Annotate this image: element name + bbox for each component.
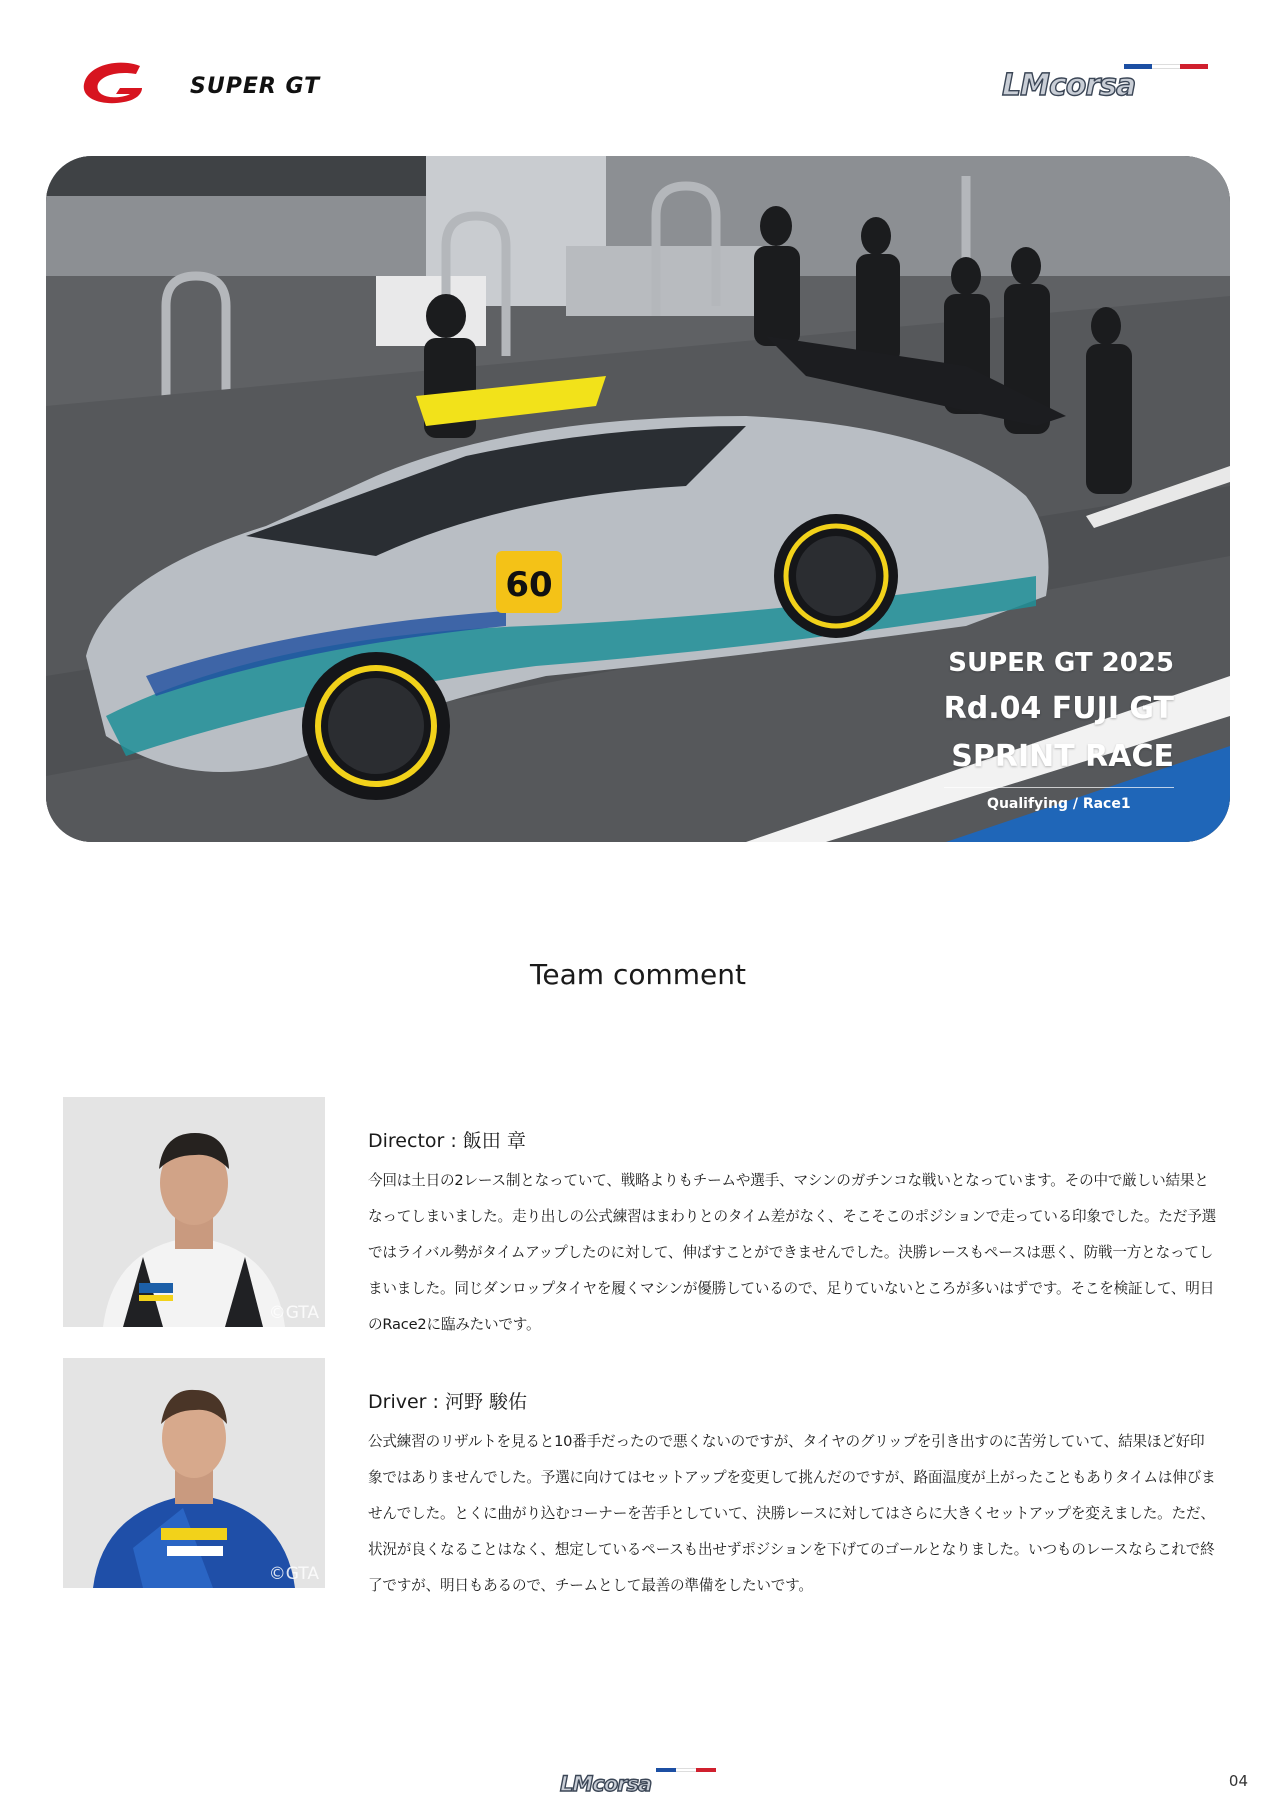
photo-credit: ©GTA <box>268 1303 319 1323</box>
section-title: Team comment <box>530 958 746 991</box>
hero-session-label: Qualifying / Race1 <box>944 787 1174 812</box>
director-name: Director : 飯田 章 <box>368 1130 526 1152</box>
hero-caption <box>944 641 1174 812</box>
director-comment-text: 今回は土日の2レース制となっていて、戦略よりもチームや選手、マシンのガチンコな戦いとなっています。その中で厳しい結果となってしまいました。走り出しの公式練習はまわりとのタイム差がなく、そこそこのポジションで走っている印象でした。ただ予選ではライバル勢がタイムアップしたのに対して、伸ばすことができませんでした。決勝レースもペースは悪く、防戦一方となってしまいました。同じダンロップタイヤを履くマシンが優勝しているので、足りていないところが多いはずです。そこを検証して、明日のRace2に臨みたいです。 <box>368 1172 1216 1333</box>
hero-race-title: SPRINT RACE <box>951 739 1174 774</box>
footer-lmcorsa-logo <box>560 1772 720 1798</box>
lmcorsa-logo-icon <box>1124 64 1208 70</box>
hero-photo <box>46 156 1230 842</box>
driver-comment-text: 公式練習のリザルトを見ると10番手だったので悪くないのですが、タイヤのグリップを引き出すのに苦労していて、結果ほど好印象ではありませんでした。予選に向けてはセットアップを変更して挑んだのですが、路面温度が上がったこともありタイムは伸びませんでした。とくに曲がり込むコーナーを苦手としていて、決勝レースに対してはさらに大きくセットアップを変えました。ただ、状況が良くなることはなく、想定しているペースも出せずポジションを下げてのゴールとなりました。いつものレースならこれで終了ですが、明日もあるので、チームとして最善の準備をしたいです。 <box>368 1433 1216 1594</box>
supergt-logo-icon <box>80 56 158 112</box>
footer-logo-text: LMcorsa <box>560 1772 652 1796</box>
page-number: 04 <box>1228 1772 1248 1790</box>
photo-credit: ©GTA <box>268 1564 319 1584</box>
car-number: 60 <box>505 565 553 605</box>
hero-round-title: Rd.04 FUJI GT <box>943 691 1174 726</box>
hero-series-title: SUPER GT 2025 <box>948 648 1174 678</box>
driver-portrait <box>63 1358 325 1588</box>
director-comment <box>368 1126 1218 1343</box>
lmcorsa-logo <box>1002 66 1214 104</box>
director-portrait <box>63 1097 325 1327</box>
director-photo <box>63 1097 325 1327</box>
driver-comment <box>368 1387 1218 1604</box>
supergt-logo <box>80 56 370 112</box>
lmcorsa-logo-text: LMcorsa <box>1002 68 1136 103</box>
supergt-logo-text: SUPER GT <box>190 74 321 99</box>
driver-name: Driver : 河野 駿佑 <box>368 1391 527 1413</box>
lmcorsa-logo-icon <box>656 1768 716 1772</box>
driver-photo <box>63 1358 325 1588</box>
